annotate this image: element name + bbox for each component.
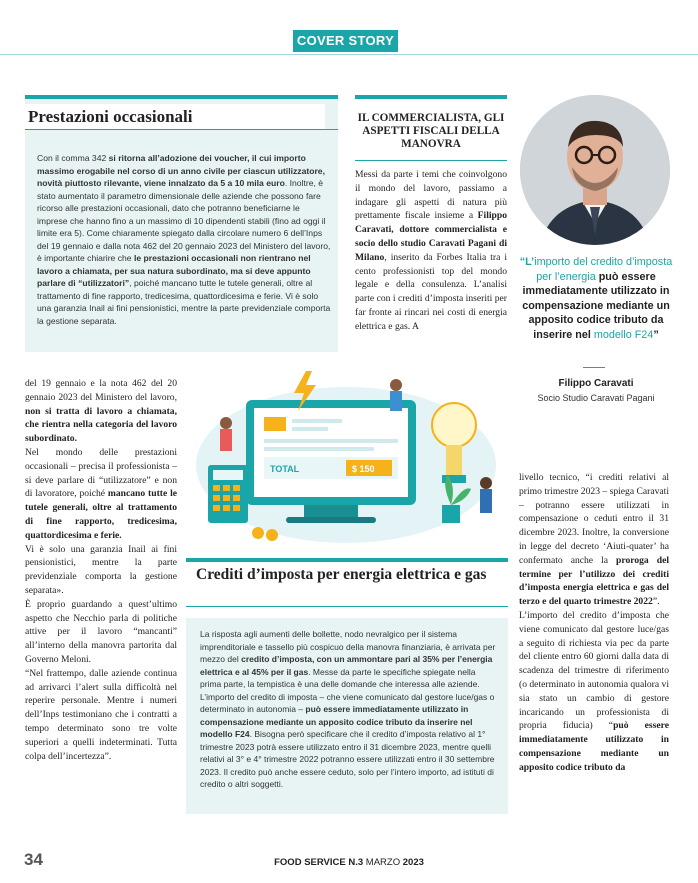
prestazioni-top-bar (25, 95, 338, 99)
crediti-bold-1: credito d’imposta, con un ammontare pari al 35% per l’energia elettrica e al 45% per il gas (200, 654, 493, 677)
quote-author-name: Filippo Caravati (558, 378, 634, 389)
prestazioni-title: Prestazioni occasionali (28, 107, 193, 126)
quote-open: “L’ (519, 256, 535, 268)
prestazioni-text-1: Con il comma 342 (37, 153, 109, 163)
crediti-bold-2: può essere immediatamente utilizzato in compensazione mediante un apposito codice tributo da inserire nel modello F24 (200, 704, 473, 739)
page-number: 34 (24, 850, 43, 869)
crediti-title-rule (186, 606, 508, 607)
prestazioni-body (37, 152, 331, 327)
commercialista-top-bar (355, 95, 507, 99)
lr-bold-2: può essere immediatamente utilizzato in compensazione mediante un apposito codice tributo da (519, 720, 669, 773)
prestazioni-text-3: , poiché mancano tutte le tutele generali, oltre al trattamento di fine rapporto, tredicesima, quattordicesima e ferie. Vi è solo una garanzia Inail ai fini pensionistici, mentre la parte previdenziale comporta la gestione separata. (37, 278, 331, 326)
commercialista-heading: IL COMMERCIALISTA, GLI ASPETTI FISCALI DELLA MANOVRA (357, 112, 505, 150)
lr-text-3: L’importo del credito d’imposta che viene comunicato dal gestore luce/gas a seguito di richiesta via pec da parte del cliente entro 60 giorni dalla data di scadenza del trimestre di riferimento (o determinato in autonomia qualora vi sia stato un cambio di gestore incaricando un professionista di propria fiducia) “ (519, 609, 669, 732)
pull-quote (512, 255, 680, 342)
lower-right-paragraph-1 (519, 471, 669, 609)
cover-story-tag: COVER STORY (293, 30, 398, 52)
lr-text-2: ”. (652, 596, 660, 608)
crediti-text-3: . Bisogna però specificare che il credito d’imposta relativo al 1° trimestre 2023 potrà essere utilizzato entro il 31 dicembre 2023, mentre quelli relativi al 3° e 4° trimestre 2022 potranno essere utilizzati entro il 30 settembre 2023. Il credito può anche essere ceduto, solo per l’intero importo, ad istituti di credito o altri soggetti. (200, 729, 495, 789)
energy-bill-illustration (186, 365, 508, 547)
ll-text-2: Nel mondo delle prestazioni occasionali – precisa il professionista – si deve parlare di “utilizzatore” e non di lavoratore, poiché (25, 446, 177, 500)
prestazioni-title-rule (25, 129, 338, 130)
prestazioni-text-2: . Inoltre, è stato aumentato il parametro dimensionale delle aziende che possono fare ricorso alle prestazioni occasionali, dato che potranno beneficiarne le imprese che hanno fino a un massimo di 10 dipendenti stabili (fino ad oggi il limite era 5). Come chiaramente spiegato dalla circolare numero 6 dell’Inps del 19 gennaio e dalla nota 462 del 20 gennaio 2023 del Ministero del lavoro, è importante chiarire che (37, 178, 331, 263)
lr-text-1: livello tecnico, “i crediti relativi al primo trimestre 2023 – spiega Caravati – potranno essere utilizzati in compensazione o ceduti entro il 31 dicembre 2023. Inoltre, la conversione in legge del decreto ‘Aiuti-quater’ ha confermato anche la (519, 472, 669, 566)
quote-highlight-2: modello F24 (593, 328, 654, 341)
prestazioni-bold-1: si ritorna all’adozione dei voucher, il cui importo massimo erogabile nel corso di un anno civile per ciascun utilizzatore, novità piuttosto rilevante, viene innalzato da 5 a 10 mila euro (37, 153, 325, 188)
amount-label: $ 150 (352, 464, 375, 474)
lower-left-column (25, 377, 177, 763)
ll-bold-2: mancano tutte le tutele generali, oltre al trattamento di fine rapporto, tredicesima, quattordicesima e ferie. (25, 488, 177, 541)
illustration-svg (186, 365, 508, 547)
lower-right-column (519, 471, 669, 775)
commercialista-text-1: Messi da parte i temi che coinvolgono il mondo del lavoro, passiamo a indagare gli aspetti di natura più prettamente fiscale insieme a (355, 169, 507, 222)
prestazioni-bold-2: le prestazioni occasionali non rientrano nel lavoro a chiamata, per sua natura subordinato, ma si deve appunto parlare di “utilizzatori” (37, 253, 311, 288)
crediti-top-bar (186, 558, 508, 562)
footer-year: 2023 (400, 857, 424, 868)
ll-bold-1: non si tratta di lavoro a chiamata, che rientra nella categoria del lavoro subordinato. (25, 405, 177, 445)
crediti-body (200, 628, 498, 791)
total-label: TOTAL (270, 464, 300, 474)
quote-text: può essere immediatamente utilizzato in compensazione mediante un apposito codice tributo da inserire nel (522, 270, 670, 341)
lower-left-paragraph-2 (25, 446, 177, 543)
commercialista-text-2: , inserito da Forbes Italia tra i cento professionisti top del mondo legale e della consulenza. L’analisi parte con i crediti d’imposta inseriti per far fronte ai rincari nei costi di energia elettrica e gas. A (355, 251, 507, 332)
footer-month: MARZO (365, 857, 401, 868)
lower-left-paragraph-1 (25, 377, 177, 446)
quote-author-role: Socio Studio Caravati Pagani (537, 393, 655, 403)
portrait-photo (520, 95, 670, 245)
footer-issue: N.3 (345, 857, 366, 868)
crediti-text-2: . Messe da parte le specifiche spiegate nella prima parte, la tempistica è una delle domande che interessa alle aziende. L’importo del credito di imposta – che viene comunicato dal gestore luce/gas o determinato in autonomia – (200, 666, 495, 714)
quote-close: ” (653, 328, 659, 341)
commercialista-bold-1: Filippo Caravati, dottore commercialista e socio dello studio Caravati Pagani di Milano (355, 210, 507, 263)
lower-left-paragraph-3: Vi è solo una garanzia Inail ai fini pensionistici, mentre la parte previdenziale comporta la gestione separata». (25, 543, 177, 596)
commercialista-heading-rule (355, 160, 507, 161)
footer-title: FOOD SERVICE (274, 857, 346, 868)
portrait-illustration (520, 95, 670, 245)
commercialista-body (355, 168, 507, 334)
header-rule (0, 54, 698, 55)
lower-right-paragraph-2 (519, 609, 669, 775)
quote-divider (583, 367, 605, 368)
lower-left-paragraph-4: È proprio guardando a quest’ultimo aspetto che Necchio parla di politiche attive per il lavoro “mancanti” all’interno della manovra partorita dal Governo Meloni. (25, 598, 177, 665)
quote-highlight-1: importo del credito d’imposta per l’energia (534, 256, 673, 283)
lr-bold-1: proroga del termine per l’utilizzo dei crediti d’imposta energia elettrica e gas del terzo e del quarto trimestre 2022 (519, 554, 669, 608)
crediti-text-1: La risposta agli aumenti delle bollette, nodo nevralgico per il sistema imprenditoriale e tassello più cospicuo della manovra finanziaria, è arrivata per mezzo del (200, 629, 496, 664)
lower-left-paragraph-5: “Nel frattempo, dalle aziende continua ad arrivarci l’alert sulla difficoltà nel reperire personale. Mentre i numeri dell’Inps testimoniano che i contratti a tempo determinato sono tre volte superiori a quelli indeterminati. Tutta colpa dell’incertezza”. (25, 667, 177, 762)
footer-magazine (249, 857, 449, 868)
crediti-title: Crediti d’imposta per energia elettrica e gas (196, 566, 487, 583)
ll-text-1: del 19 gennaio e la nota 462 del 20 gennaio 2023 del Ministero del lavoro, (25, 378, 177, 403)
